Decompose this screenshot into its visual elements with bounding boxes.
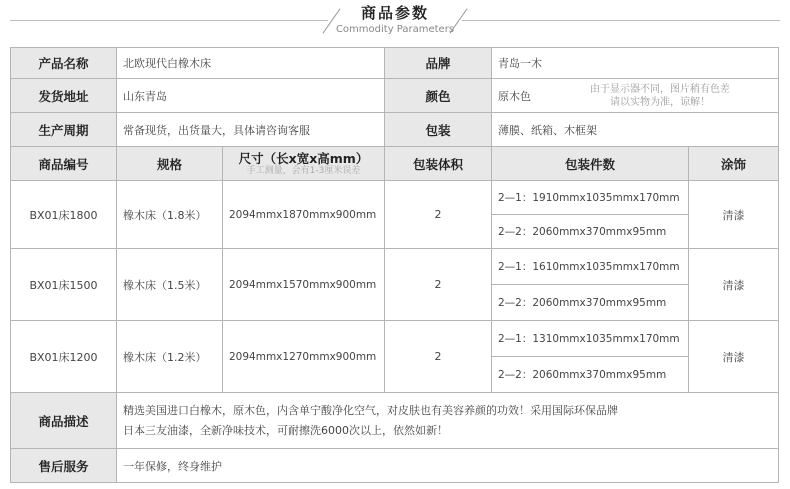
table-row: [11, 249, 779, 285]
col-count-header: 包装件数: [492, 147, 689, 181]
product-pack-2: 2—2：2060mmx370mmx95mm: [492, 215, 689, 249]
product-finish: 清漆: [689, 249, 779, 321]
color-cell: [492, 79, 779, 113]
size-header-note: 手工测量，会有1-3厘米误差: [246, 165, 361, 176]
params-table: [10, 47, 779, 483]
product-code: BX01床1200: [11, 321, 117, 393]
service-value: 一年保修，终身维护: [117, 449, 779, 483]
brand-value: 青岛一木: [492, 48, 779, 79]
col-finish-header: 涂饰: [689, 147, 779, 181]
section-header: [0, 0, 790, 42]
pack-value: 薄膜、纸箱、木框架: [492, 113, 779, 147]
name-value: 北欧现代白橡木床: [117, 48, 385, 79]
product-finish: 清漆: [689, 321, 779, 393]
product-pack-2: 2—2：2060mmx370mmx95mm: [492, 285, 689, 321]
color-note-line1: 由于显示器不同，图片稍有色差: [590, 83, 730, 95]
product-finish: 清漆: [689, 181, 779, 249]
desc-label: 商品描述: [11, 393, 117, 449]
col-volume-header: 包装体积: [385, 147, 492, 181]
table-row: [11, 181, 779, 215]
cycle-label: 生产周期: [11, 113, 117, 147]
size-header-main: 尺寸（长x宽x高mm）: [238, 150, 369, 166]
desc-value: [117, 393, 779, 449]
product-spec: 橡木床（1.8米）: [117, 181, 223, 249]
product-code: BX01床1500: [11, 249, 117, 321]
cycle-value: 常备现货，出货量大，具体请咨询客服: [117, 113, 385, 147]
product-pack-1: 2—1：1310mmx1035mmx170mm: [492, 321, 689, 357]
table-row: [11, 321, 779, 357]
pack-label: 包装: [385, 113, 492, 147]
col-code-header: 商品编号: [11, 147, 117, 181]
row-cycle-pack: [11, 113, 779, 147]
name-label: 产品名称: [11, 48, 117, 79]
product-size: 2094mmx1870mmx900mm: [223, 181, 385, 249]
color-label: 颜色: [385, 79, 492, 113]
table-header-row: [11, 147, 779, 181]
col-size-header: [223, 147, 385, 181]
color-value: 原木色: [498, 89, 531, 103]
section-subtitle: Commodity Parameters: [335, 24, 455, 35]
ship-value: 山东青岛: [117, 79, 385, 113]
color-note: [590, 83, 730, 109]
desc-line2: 日本三友油漆，全新净味技术，可耐擦洗6000次以上，依然如新！: [123, 423, 448, 437]
color-note-line2: 请以实物为准，谅解！: [610, 96, 710, 108]
product-pack-2: 2—2：2060mmx370mmx95mm: [492, 357, 689, 393]
row-service: [11, 449, 779, 483]
product-size: 2094mmx1570mmx900mm: [223, 249, 385, 321]
product-pack-1: 2—1：1910mmx1035mmx170mm: [492, 181, 689, 215]
section-title: 商品参数: [360, 4, 429, 22]
product-pack-1: 2—1：1610mmx1035mmx170mm: [492, 249, 689, 285]
row-description: [11, 393, 779, 449]
desc-line1: 精选美国进口白橡木，原木色，内含单宁酸净化空气，对皮肤也有美容养颜的功效！采用国际环保品牌: [123, 403, 618, 417]
row-ship-color: [11, 79, 779, 113]
product-volume: 2: [385, 181, 492, 249]
brand-label: 品牌: [385, 48, 492, 79]
ship-label: 发货地址: [11, 79, 117, 113]
product-size: 2094mmx1270mmx900mm: [223, 321, 385, 393]
product-spec: 橡木床（1.2米）: [117, 321, 223, 393]
product-code: BX01床1800: [11, 181, 117, 249]
col-spec-header: 规格: [117, 147, 223, 181]
service-label: 售后服务: [11, 449, 117, 483]
product-volume: 2: [385, 249, 492, 321]
product-spec: 橡木床（1.5米）: [117, 249, 223, 321]
product-volume: 2: [385, 321, 492, 393]
row-name-brand: [11, 48, 779, 79]
